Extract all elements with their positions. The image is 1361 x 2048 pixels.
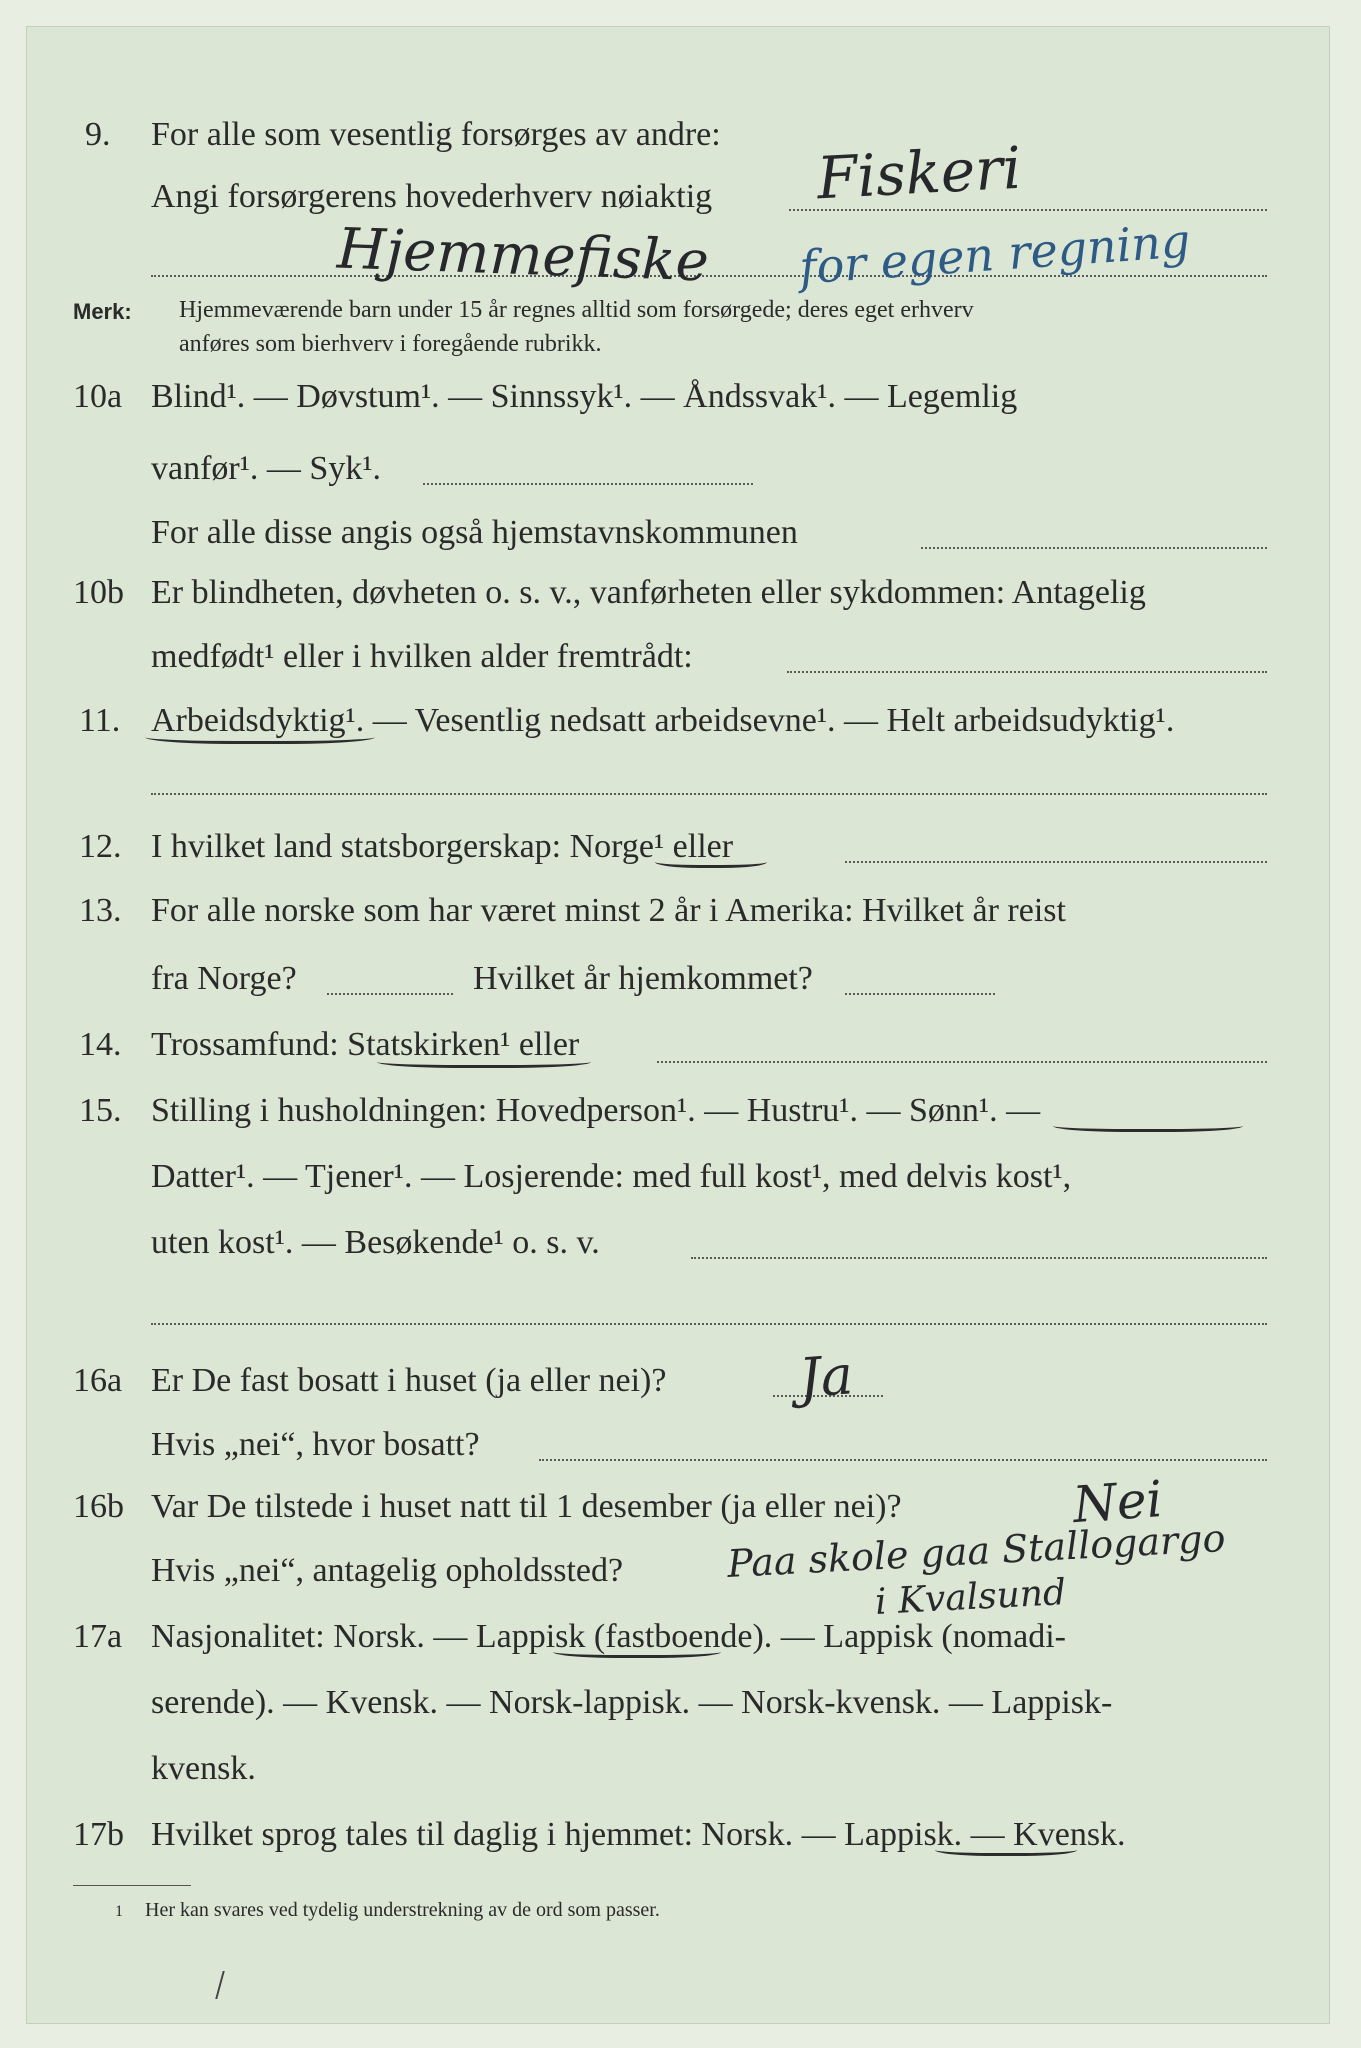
q10a-number: 10a (73, 378, 123, 415)
q16b-handwritten-answer-1: Nei (1071, 1469, 1165, 1535)
q16a-line1: Er De fast bosatt i huset (ja eller nei)? (151, 1362, 667, 1399)
merk-line1: Hjemmeværende barn under 15 år regnes alltid som forsørgede; deres eget erhverv (179, 297, 974, 323)
q13-line2b: Hvilket år hjemkommet? (473, 960, 813, 997)
q13-line2a: fra Norge? (151, 960, 297, 997)
q17a-line1: Nasjonalitet: Norsk. — Lappisk (fastboende). — Lappisk (nomadi- (151, 1618, 1066, 1655)
q11-number: 11. (79, 702, 121, 739)
q9-number: 9. (85, 116, 111, 153)
q16a-line2: Hvis „nei“, hvor bosatt? (151, 1426, 480, 1463)
footnote-rule (73, 1885, 191, 1886)
q9-handwritten-answer-2a: Hjemmefiske (335, 216, 710, 295)
q12-dotted-line (845, 861, 1267, 863)
q10a-syk-dotted-line (423, 483, 753, 485)
q9-line2: Angi forsørgerens hovederhverv nøiaktig (151, 178, 713, 215)
q10a-line2: vanfør¹. — Syk¹. (151, 450, 382, 487)
q15-dotted-line (691, 1257, 1267, 1259)
q12-line1: I hvilket land statsborgerskap: Norge¹ eller (151, 828, 734, 865)
q15-line2: Datter¹. — Tjener¹. — Losjerende: med full kost¹, med delvis kost¹, (151, 1158, 1072, 1195)
q13-number: 13. (79, 892, 122, 929)
q12-number: 12. (79, 828, 122, 865)
q15-second-dotted-line (151, 1323, 1267, 1325)
footnote-mark: 1 (115, 1903, 123, 1920)
q10b-line1: Er blindheten, døvheten o. s. v., vanførheten eller sykdommen: Antagelig (151, 574, 1146, 611)
q13-hjemkommet-dotted-line (845, 993, 995, 995)
q17a-line3: kvensk. (151, 1750, 256, 1787)
merk-line2: anføres som bierhverv i foregående rubrikk. (179, 331, 602, 357)
q14-dotted-line (657, 1061, 1267, 1063)
q17b-line1: Hvilket sprog tales til daglig i hjemmet: Norsk. — Lappisk. — Kvensk. (151, 1816, 1126, 1853)
q11-dotted-line (151, 793, 1267, 795)
pencil-mark (215, 1971, 225, 1999)
q17a-handwritten-underline (553, 1643, 721, 1658)
q10a-line1: Blind¹. — Døvstum¹. — Sinnssyk¹. — Åndssvak¹. — Legemlig (151, 378, 1018, 415)
census-form-page (26, 26, 1330, 2024)
q15-number: 15. (79, 1092, 122, 1129)
q9-line1: For alle som vesentlig forsørges av andre: (151, 116, 721, 153)
q11-handwritten-underline (145, 727, 375, 744)
q11-line1: Arbeidsdyktig¹. — Vesentlig nedsatt arbeidsevne¹. — Helt arbeidsudyktig¹. (151, 702, 1175, 739)
q16a-bosatt-dotted-line (539, 1459, 1267, 1461)
q13-line1: For alle norske som har været minst 2 år i Amerika: Hvilket år reist (151, 892, 1066, 929)
q12-handwritten-underline (655, 853, 767, 868)
q13-reist-dotted-line (327, 993, 453, 995)
q16b-handwritten-answer-2b: i Kvalsund (874, 1572, 1068, 1623)
q17a-line2: serende). — Kvensk. — Norsk-lappisk. — Norsk-kvensk. — Lappisk- (151, 1684, 1113, 1721)
q14-number: 14. (79, 1026, 122, 1063)
q14-line1: Trossamfund: Statskirken¹ eller (151, 1026, 580, 1063)
q9-second-dotted-line (151, 275, 1267, 277)
q14-handwritten-underline (377, 1053, 591, 1068)
q16a-number: 16a (73, 1362, 123, 1399)
footnote-text: Her kan svares ved tydelig understrekning av de ord som passer. (145, 1899, 660, 1921)
q15-line3: uten kost¹. — Besøkende¹ o. s. v. (151, 1224, 600, 1261)
q16b-line2: Hvis „nei“, antagelig opholdssted? (151, 1552, 624, 1589)
q16a-handwritten-answer: Ja (796, 1343, 855, 1410)
q10a-line3: For alle disse angis også hjemstavnskommunen (151, 514, 798, 551)
q9-handwritten-answer-1: Fiskeri (815, 133, 1023, 213)
q9-handwritten-answer-2b: for egen regning (797, 213, 1192, 295)
q17b-number: 17b (73, 1816, 124, 1853)
q15-handwritten-underline (1053, 1117, 1243, 1132)
q15-line1: Stilling i husholdningen: Hovedperson¹. — Hustru¹. — Sønn¹. — (151, 1092, 1041, 1129)
q16b-number: 16b (73, 1488, 124, 1525)
q10a-hjemstavn-dotted-line (921, 547, 1267, 549)
q17a-number: 17a (73, 1618, 123, 1655)
q16b-handwritten-answer-2a: Paa skole gaa Stallogargo (726, 1515, 1227, 1587)
q10b-line2: medfødt¹ eller i hvilken alder fremtrådt: (151, 638, 693, 675)
q10b-number: 10b (73, 574, 124, 611)
q17b-handwritten-underline (935, 1841, 1077, 1856)
q16b-line1: Var De tilstede i huset natt til 1 desember (ja eller nei)? (151, 1488, 902, 1525)
merk-label: Merk: (73, 299, 132, 324)
q10b-dotted-line (787, 671, 1267, 673)
